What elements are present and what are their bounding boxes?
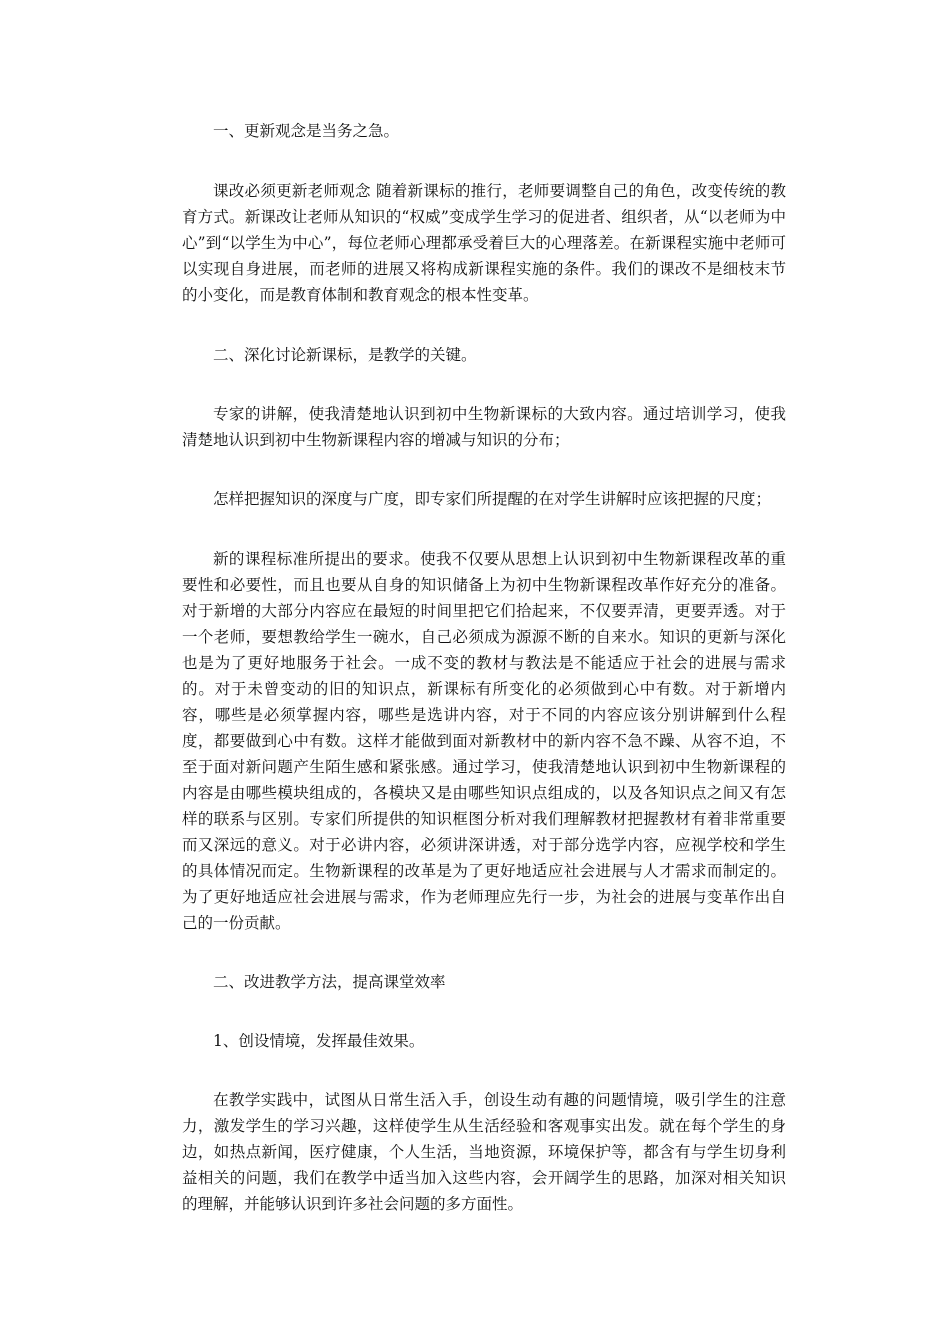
paragraph-3: 怎样把握知识的深度与广度，即专家们所提醒的在对学生讲解时应该把握的尺度； — [213, 490, 772, 508]
paragraph-1: 课改必须更新老师观念 随着新课标的推行，老师要调整自己的角色，改变传统的教育方式。新课改让老师从知识的“权威”变成学生学习的促进者、组织者，从“以老师为中心”到“以学生为中心”，每位老师心理都承受着巨大的心理落差。在新课程实施中老师可以实现自身进展，而老师的进展又将构成新课程实施的条件。我们的课改不是细枝末节的小变化，而是教育体制和教育观念的根本性变革。 — [182, 182, 786, 304]
paragraph-5: 在教学实践中，试图从日常生活入手，创设生动有趣的问题情境，吸引学生的注意力，激发学生的学习兴趣，这样使学生从生活经验和客观事实出发。就在每个学生的身边，如热点新闻，医疗健康，个人生活，当地资源，环境保护等，都含有与学生切身利益相关的问题，我们在教学中适当加入这些内容，会开阔学生的思路，加深对相关知识的理解，并能够认识到许多社会问题的多方面性。 — [182, 1091, 786, 1213]
section-heading-3: 二、改进教学方法，提高课堂效率 — [213, 973, 446, 991]
section-heading-1: 一、更新观念是当务之急。 — [213, 122, 400, 140]
document-page — [182, 118, 786, 1217]
subsection-heading-1: 1、创设情境，发挥最佳效果。 — [213, 1032, 425, 1050]
paragraph-4: 新的课程标准所提出的要求。使我不仅要从思想上认识到初中生物新课程改革的重要性和必要性，而且也要从自身的知识储备上为初中生物新课程改革作好充分的准备。对于新增的大部分内容应在最短的时间里把它们拾起来，不仅要弄清，更要弄透。对于一个老师，要想教给学生一碗水，自己必须成为源源不断的自来水。知识的更新与深化也是为了更好地服务于社会。一成不变的教材与教法是不能适应于社会的进展与需求的。对于未曾变动的旧的知识点，新课标有所变化的必须做到心中有数。对于新增内容，哪些是必须掌握内容，哪些是选讲内容，对于不同的内容应该分别讲解到什么程度，都要做到心中有数。这样才能做到面对新教材中的新内容不急不躁、从容不迫，不至于面对新问题产生陌生感和紧张感。通过学习，使我清楚地认识到初中生物新课程的内容是由哪些模块组成的，各模块又是由哪些知识点组成的，以及各知识点之间又有怎样的联系与区别。专家们所提供的知识框图分析对我们理解教材把握教材有着非常重要而又深远的意义。对于必讲内容，必须讲深讲透，对于部分选学内容，应视学校和学生的具体情况而定。生物新课程的改革是为了更好地适应社会进展与人才需求而制定的。为了更好地适应社会进展与需求，作为老师理应先行一步，为社会的进展与变革作出自己的一份贡献。 — [182, 550, 786, 932]
paragraph-2: 专家的讲解，使我清楚地认识到初中生物新课标的大致内容。通过培训学习，使我清楚地认识到初中生物新课程内容的增减与知识的分布； — [182, 405, 786, 449]
section-heading-2: 二、深化讨论新课标，是教学的关键。 — [213, 346, 477, 364]
